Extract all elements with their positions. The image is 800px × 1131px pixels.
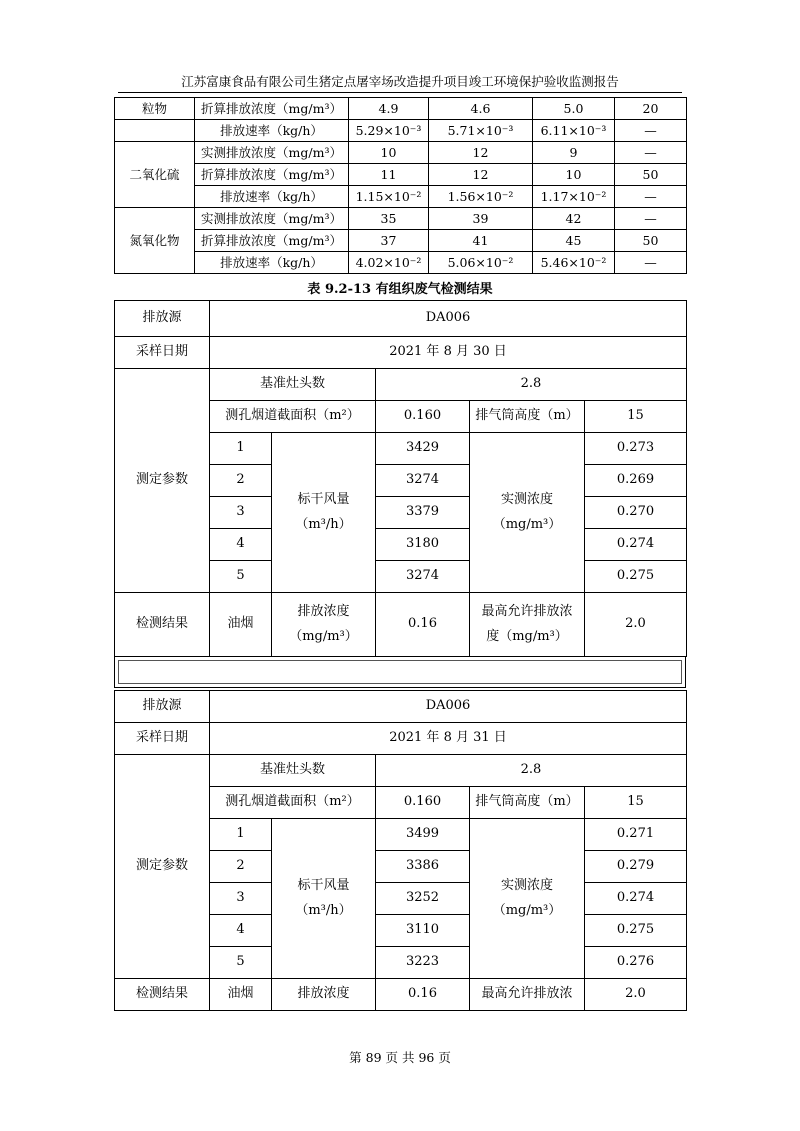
- table-row: [115, 979, 687, 1011]
- result-label: 检测结果: [115, 979, 210, 1011]
- params-label: 测定参数: [115, 369, 210, 593]
- flow-value: 3252: [376, 883, 470, 915]
- limit-cell: —: [615, 120, 687, 142]
- sample-number: 2: [210, 851, 272, 883]
- value-cell: 4.6: [429, 98, 533, 120]
- table-row: [115, 337, 687, 369]
- pollutant-name: 粒物: [115, 98, 195, 120]
- emission-table-day1: [114, 300, 687, 657]
- sample-number: 5: [210, 947, 272, 979]
- flow-value: 3180: [376, 529, 470, 561]
- flow-value: 3499: [376, 819, 470, 851]
- area-value: 0.160: [376, 787, 470, 819]
- fume-label: 油烟: [210, 979, 272, 1011]
- param-name: 排放速率（kg/h）: [195, 120, 349, 142]
- table-row: [115, 208, 687, 230]
- limit-cell: —: [615, 252, 687, 274]
- value-cell: 45: [533, 230, 615, 252]
- value-cell: 6.11×10⁻³: [533, 120, 615, 142]
- value-cell: 5.06×10⁻²: [429, 252, 533, 274]
- conc-value: 0.275: [585, 915, 687, 947]
- conc-value: 0.271: [585, 819, 687, 851]
- max-allow-value: 2.0: [585, 979, 687, 1011]
- limit-cell: —: [615, 186, 687, 208]
- date-value: 2021 年 8 月 31 日: [210, 723, 687, 755]
- value-cell: 11: [349, 164, 429, 186]
- value-cell: 12: [429, 142, 533, 164]
- param-name: 排放速率（kg/h）: [195, 186, 349, 208]
- value-cell: 4.9: [349, 98, 429, 120]
- date-value: 2021 年 8 月 30 日: [210, 337, 687, 369]
- source-label: 排放源: [115, 691, 210, 723]
- value-cell: 37: [349, 230, 429, 252]
- conc-value: 0.276: [585, 947, 687, 979]
- sample-number: 1: [210, 819, 272, 851]
- flow-value: 3429: [376, 433, 470, 465]
- flow-label-line2: （m³/h）: [295, 516, 352, 532]
- flow-value: 3223: [376, 947, 470, 979]
- table-row: [115, 252, 687, 274]
- table-row: [115, 723, 687, 755]
- emission-conc-line2: （mg/m³）: [289, 628, 358, 644]
- value-cell: 4.02×10⁻²: [349, 252, 429, 274]
- table-row: [115, 164, 687, 186]
- param-name: 排放速率（kg/h）: [195, 252, 349, 274]
- value-cell: 12: [429, 164, 533, 186]
- emission-conc-label: 排放浓度: [272, 979, 376, 1011]
- param-name: 折算排放浓度（mg/m³）: [195, 164, 349, 186]
- max-allow-line2: 度（mg/m³）: [486, 628, 568, 644]
- value-cell: 1.56×10⁻²: [429, 186, 533, 208]
- sample-number: 4: [210, 915, 272, 947]
- pollutant-name: 氮氧化物: [115, 208, 195, 274]
- max-allow-line1: 最高允许排放浓: [481, 604, 573, 620]
- value-cell: 1.15×10⁻²: [349, 186, 429, 208]
- value-cell: 5.0: [533, 98, 615, 120]
- flow-value: 3110: [376, 915, 470, 947]
- conc-label-line1: 实测浓度: [500, 492, 553, 508]
- source-value: DA006: [210, 691, 687, 723]
- value-cell: 10: [349, 142, 429, 164]
- sample-number: 1: [210, 433, 272, 465]
- source-label: 排放源: [115, 301, 210, 337]
- conc-value: 0.269: [585, 465, 687, 497]
- height-value: 15: [585, 787, 687, 819]
- flow-label-line1: 标干风量: [297, 492, 350, 508]
- max-allow-label: 最高允许排放浓: [470, 979, 585, 1011]
- limit-cell: 50: [615, 230, 687, 252]
- limit-cell: —: [615, 208, 687, 230]
- table-row: [115, 593, 687, 657]
- height-label: 排气筒高度（m）: [470, 401, 585, 433]
- result-label: 检测结果: [115, 593, 210, 657]
- table-row: [115, 230, 687, 252]
- emission-conc-line1: 排放浓度: [297, 604, 350, 620]
- conc-label: [470, 433, 585, 593]
- result-conc-value: 0.16: [376, 979, 470, 1011]
- params-label: 测定参数: [115, 755, 210, 979]
- flow-label-line1: 标干风量: [297, 878, 350, 894]
- area-label: 测孔烟道截面积（m²）: [210, 401, 376, 433]
- conc-value: 0.279: [585, 851, 687, 883]
- param-name: 实测排放浓度（mg/m³）: [195, 142, 349, 164]
- table-caption: 表 9.2-13 有组织废气检测结果: [307, 282, 493, 297]
- param-name: 折算排放浓度（mg/m³）: [195, 98, 349, 120]
- burners-value: 2.8: [376, 369, 687, 401]
- value-cell: 9: [533, 142, 615, 164]
- max-allow-label: [470, 593, 585, 657]
- param-name: 实测排放浓度（mg/m³）: [195, 208, 349, 230]
- source-value: DA006: [210, 301, 687, 337]
- emission-table-continued: [114, 97, 687, 274]
- burners-label: 基准灶头数: [210, 369, 376, 401]
- area-value: 0.160: [376, 401, 470, 433]
- flow-value: 3274: [376, 561, 470, 593]
- limit-cell: —: [615, 142, 687, 164]
- conc-value: 0.270: [585, 497, 687, 529]
- conc-label-line2: （mg/m³）: [492, 902, 562, 918]
- table-row: [115, 142, 687, 164]
- report-header: 江苏富康食品有限公司生猪定点屠宰场改造提升项目竣工环境保护验收监测报告: [181, 74, 619, 89]
- burners-value: 2.8: [376, 755, 687, 787]
- pollutant-name: 二氧化硫: [115, 142, 195, 208]
- result-conc-value: 0.16: [376, 593, 470, 657]
- separator-row: [114, 656, 686, 688]
- area-label: 测孔烟道截面积（m²）: [210, 787, 376, 819]
- value-cell: 42: [533, 208, 615, 230]
- value-cell: 39: [429, 208, 533, 230]
- value-cell: 41: [429, 230, 533, 252]
- sample-number: 4: [210, 529, 272, 561]
- table-row: [115, 98, 687, 120]
- height-value: 15: [585, 401, 687, 433]
- value-cell: 5.46×10⁻²: [533, 252, 615, 274]
- flow-value: 3274: [376, 465, 470, 497]
- table-row: [115, 755, 687, 787]
- separator-inner: [118, 660, 682, 684]
- param-name: 折算排放浓度（mg/m³）: [195, 230, 349, 252]
- limit-cell: 50: [615, 164, 687, 186]
- date-label: 采样日期: [115, 723, 210, 755]
- table-row: [115, 369, 687, 401]
- flow-value: 3386: [376, 851, 470, 883]
- date-label: 采样日期: [115, 337, 210, 369]
- table-row: [115, 301, 687, 337]
- conc-label: [470, 819, 585, 979]
- conc-value: 0.274: [585, 883, 687, 915]
- table-row: [115, 186, 687, 208]
- max-allow-value: 2.0: [585, 593, 687, 657]
- sample-number: 5: [210, 561, 272, 593]
- conc-value: 0.274: [585, 529, 687, 561]
- sample-number: 3: [210, 497, 272, 529]
- page-number: 第 89 页 共 96 页: [349, 1050, 451, 1065]
- conc-label-line2: （mg/m³）: [492, 516, 562, 532]
- emission-table-day2: [114, 690, 687, 1011]
- conc-label-line1: 实测浓度: [500, 878, 553, 894]
- flow-label: [272, 819, 376, 979]
- limit-cell: 20: [615, 98, 687, 120]
- burners-label: 基准灶头数: [210, 755, 376, 787]
- fume-label: 油烟: [210, 593, 272, 657]
- flow-label-line2: （m³/h）: [295, 902, 352, 918]
- value-cell: 5.71×10⁻³: [429, 120, 533, 142]
- flow-label: [272, 433, 376, 593]
- flow-value: 3379: [376, 497, 470, 529]
- pollutant-name: [115, 120, 195, 142]
- table-row: [115, 691, 687, 723]
- value-cell: 5.29×10⁻³: [349, 120, 429, 142]
- conc-value: 0.273: [585, 433, 687, 465]
- value-cell: 35: [349, 208, 429, 230]
- sample-number: 2: [210, 465, 272, 497]
- value-cell: 10: [533, 164, 615, 186]
- emission-conc-label: [272, 593, 376, 657]
- header-divider: [118, 92, 682, 93]
- value-cell: 1.17×10⁻²: [533, 186, 615, 208]
- sample-number: 3: [210, 883, 272, 915]
- height-label: 排气筒高度（m）: [470, 787, 585, 819]
- conc-value: 0.275: [585, 561, 687, 593]
- table-row: [115, 120, 687, 142]
